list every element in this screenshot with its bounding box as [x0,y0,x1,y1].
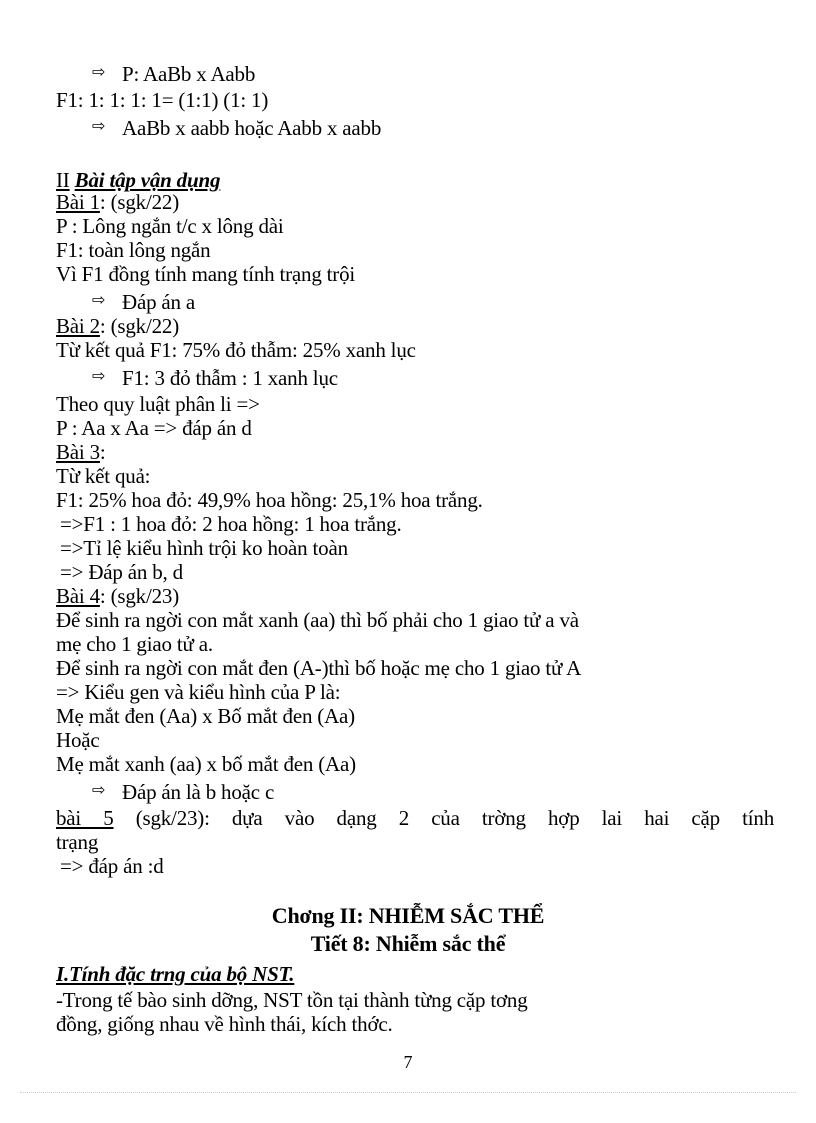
section-title: Bài tập vận dụng [74,168,221,192]
exercise-2-line: P : Aa x Aa => đáp án d [56,416,252,440]
exercise-1-answer [92,290,195,316]
exercise-2-line [92,366,338,392]
arrow-icon: ⇨ [92,116,106,135]
exercise-4-line: => Kiểu gen và kiểu hình của P là: [56,680,341,704]
section-number: II [56,168,70,192]
text: : (sgk/23) [99,584,179,608]
exercise-4-answer [92,780,274,806]
exercise-4-line: mẹ cho 1 giao tử a. [56,632,213,656]
exercise-2-line: Theo quy luật phân li => [56,392,260,416]
exercise-2-line: Từ kết quả F1: 75% đỏ thẫm: 25% xanh lục [56,338,416,362]
exercise-label: Bài 3 [56,440,100,464]
exercise-1-heading [56,190,179,214]
text: F1: 3 đỏ thẫm : 1 xanh lục [122,366,338,390]
exercise-1-line: F1: toàn lông ngắn [56,238,211,262]
section-heading-2 [56,168,220,192]
exercise-2-heading [56,314,179,338]
exercise-3-line: => Đáp án b, d [60,560,183,584]
paragraph-line: đồng, giống nhau về hình thái, kích thớc. [56,1012,393,1036]
exercise-4-line: Để sinh ra ngời con mắt xanh (aa) thì bố phải cho 1 giao tử a và [56,608,579,632]
line-p-cross [92,62,255,88]
text: Đáp án a [122,290,196,314]
arrow-icon: ⇨ [92,780,106,799]
exercise-3-line: Từ kết quả: [56,464,151,488]
footer-divider [20,1092,796,1093]
exercise-4-line: Để sinh ra ngời con mắt đen (A-)thì bố hoặc mẹ cho 1 giao tử A [56,656,582,680]
line-f1-ratio: F1: 1: 1: 1: 1= (1:1) (1: 1) [56,88,269,112]
exercise-5-line: trạng [56,830,99,854]
paragraph-line: -Trong tế bào sinh dỡng, NST tồn tại thành từng cặp tơng [56,988,528,1012]
exercise-4-line: Hoặc [56,728,100,752]
arrow-icon: ⇨ [92,290,106,309]
exercise-4-line: Mẹ mắt xanh (aa) x bố mắt đen (Aa) [56,752,356,776]
text: : (sgk/22) [99,190,179,214]
exercise-3-line: =>Tỉ lệ kiểu hình trội ko hoàn toàn [60,536,348,560]
exercise-label: Bài 2 [56,314,100,338]
text: Đáp án là b hoặc c [122,780,275,804]
arrow-icon: ⇨ [92,366,106,385]
text: : [99,440,106,464]
exercise-label: Bài 4 [56,584,100,608]
chapter-title: Chơng II: NHIỄM SẮC THỂ [271,903,545,928]
exercise-3-line: F1: 25% hoa đỏ: 49,9% hoa hồng: 25,1% hoa trắng. [56,488,483,512]
exercise-3-line: =>F1 : 1 hoa đỏ: 2 hoa hồng: 1 hoa trắng. [60,512,402,536]
exercise-5-heading [56,806,774,830]
lesson-title: Tiết 8: Nhiễm sắc thể [310,931,506,956]
text: : (sgk/22) [99,314,179,338]
arrow-icon: ⇨ [92,62,106,81]
exercise-1-line: Vì F1 đồng tính mang tính trạng trội [56,262,356,286]
exercise-4-heading [56,584,179,608]
exercise-1-line: P : Lông ngắn t/c x lông dài [56,214,284,238]
section-heading-1: I.Tính đặc trng của bộ NST. [56,962,295,986]
page-number: 7 [403,1052,413,1072]
exercise-3-heading [56,440,106,464]
line-cross-options [92,116,381,142]
exercise-label: Bài 1 [56,190,100,214]
text: AaBb x aabb hoặc Aabb x aabb [122,116,382,140]
exercise-5-answer: => đáp án :d [60,854,164,878]
text: (sgk/23): dựa vào dạng 2 của trờng hợp lai hai cặp tính [113,806,775,830]
exercise-label: bài 5 [56,806,114,830]
text: P: AaBb x Aabb [122,62,256,86]
exercise-4-line: Mẹ mắt đen (Aa) x Bố mắt đen (Aa) [56,704,355,728]
